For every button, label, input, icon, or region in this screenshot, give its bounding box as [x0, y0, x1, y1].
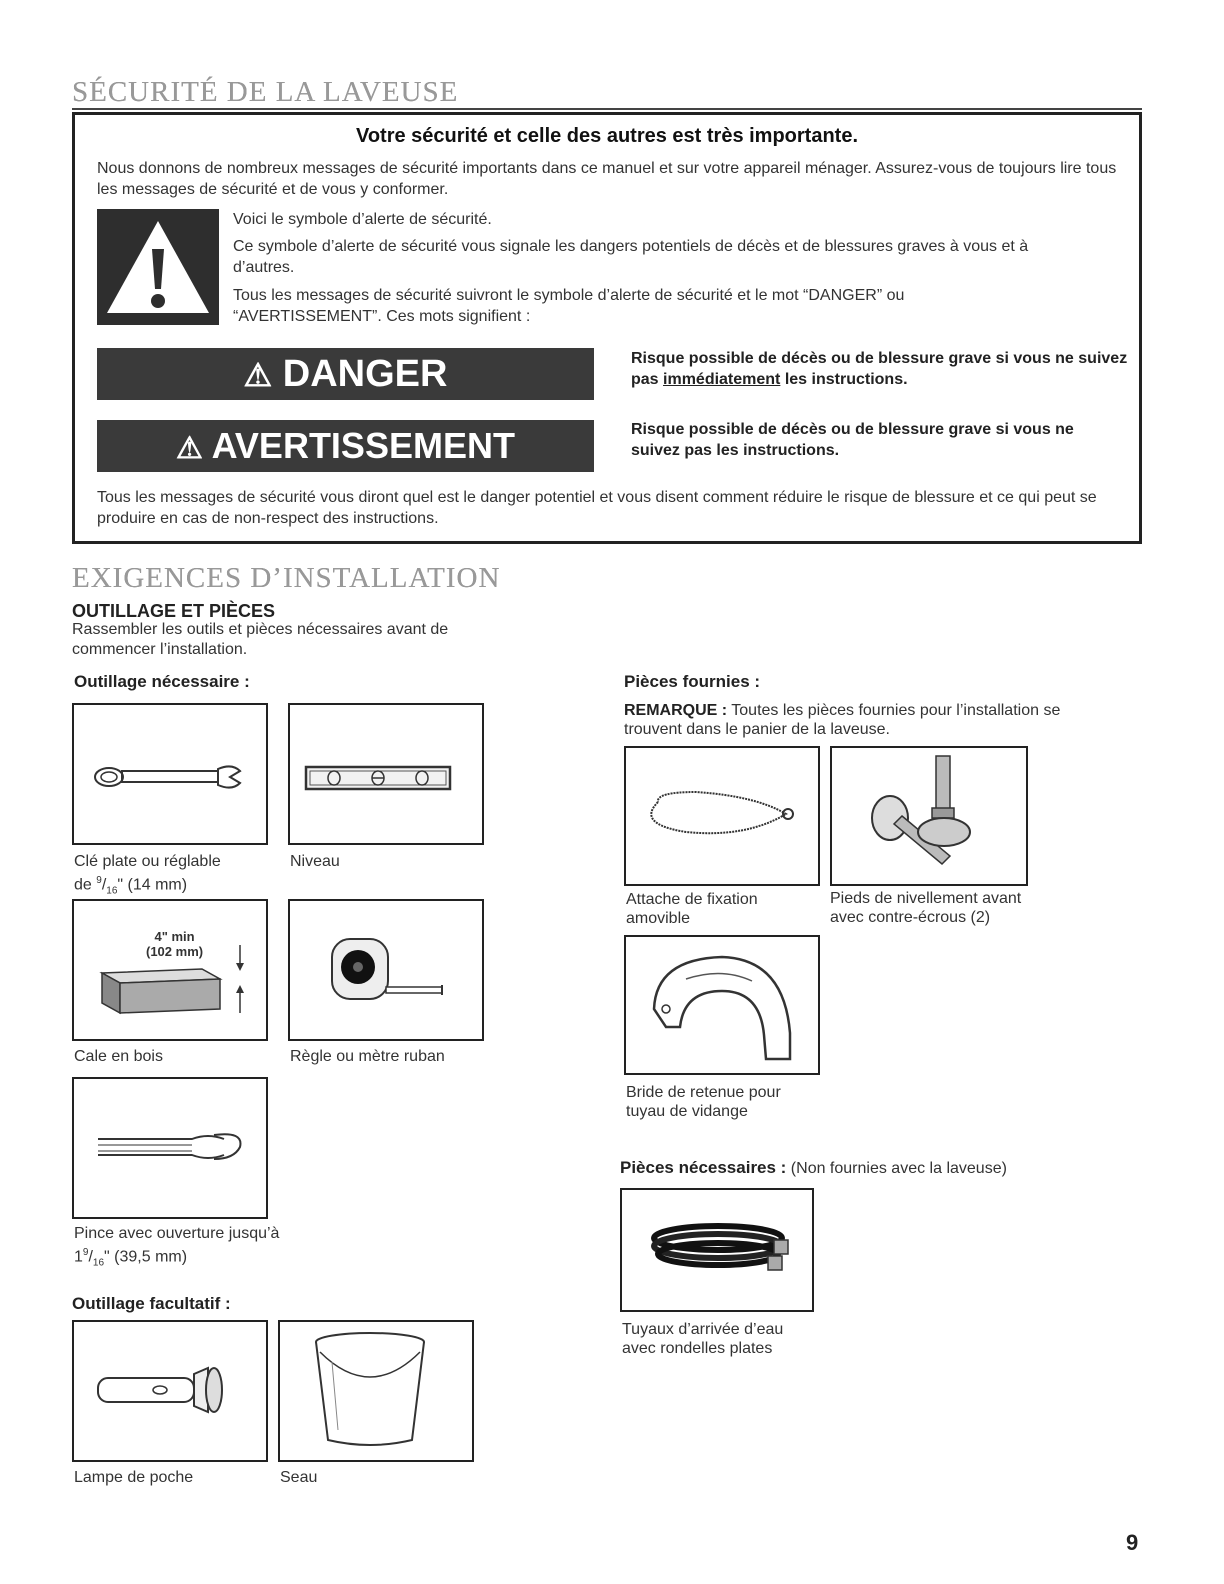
section-title-safety: SÉCURITÉ DE LA LAVEUSE: [72, 76, 459, 108]
drain-clamp-icon: [626, 937, 818, 1073]
safety-box: [72, 112, 1142, 544]
level-icon: [290, 705, 482, 843]
danger-label: DANGER: [282, 353, 448, 395]
tape-caption: Règle ou mètre ruban: [290, 1048, 445, 1065]
section-title-install: EXIGENCES D’INSTALLATION: [72, 562, 501, 594]
tape-frame: [288, 899, 484, 1041]
warning-triangle-icon: ⚠: [176, 432, 203, 465]
pliers-frame: [72, 1077, 268, 1219]
messages-line: Tous les messages de sécurité suivront le symbole d’alerte de sécurité et le mot “DANGER” ou “AVERTISSEMENT”. Ces mots signifient :: [233, 287, 905, 325]
level-caption: Niveau: [290, 853, 340, 870]
safety-alert-icon: [97, 209, 219, 325]
warning-label: AVERTISSEMENT: [211, 425, 515, 466]
hoses-frame: [620, 1188, 814, 1312]
leveling-feet-icon: [832, 748, 1026, 884]
wrench-caption: Clé plate ou réglable de $^9/_{16}$" (14 mm): [74, 853, 221, 897]
install-intro: Rassembler les outils et pièces nécessaires avant de commencer l’installation.: [72, 621, 449, 658]
safety-footer: Tous les messages de sécurité vous diront quel est le danger potentiel et vous disent comment réduire le risque de blessure et ce qui peut se produire en cas de non-respect des instructions.: [97, 489, 1097, 527]
parts-supplied-heading: Pièces fournies :: [624, 672, 761, 691]
wrench-icon: [74, 705, 266, 843]
tie-frame: [624, 746, 820, 886]
parts-needed-line: Pièces nécessaires : (Non fournies avec la laveuse): [620, 1158, 1007, 1177]
hoses-caption: Tuyaux d’arrivée d’eau avec rondelles plates: [622, 1321, 784, 1357]
wood-block-caption: Cale en bois: [74, 1048, 163, 1065]
tape-measure-icon: [290, 901, 482, 1039]
bucket-frame: [278, 1320, 474, 1462]
danger-description: Risque possible de décès ou de blessure grave si vous ne suivez pas immédiatement les instructions.: [631, 350, 1128, 388]
flashlight-caption: Lampe de poche: [74, 1469, 194, 1486]
danger-banner: [97, 348, 594, 400]
safety-intro: Nous donnons de nombreux messages de sécurité importants dans ce manuel et sur votre appareil ménager. Assurez-vous de toujours lire tous les messages de sécurité et de vous y conformer.: [97, 160, 1117, 198]
flashlight-icon: [74, 1322, 266, 1460]
optional-tools-heading: Outillage facultatif :: [72, 1294, 231, 1313]
title-rule: [72, 108, 1142, 110]
warning-triangle-icon: ⚠: [243, 357, 273, 393]
warning-description: Risque possible de décès ou de blessure grave si vous ne suivez pas les instructions.: [631, 421, 1074, 459]
bucket-caption: Seau: [280, 1469, 318, 1486]
clamp-frame: [624, 935, 820, 1075]
feet-frame: [830, 746, 1028, 886]
bucket-icon: [280, 1322, 472, 1460]
warning-banner: [97, 420, 594, 472]
symbol-line: Voici le symbole d’alerte de sécurité.: [233, 211, 492, 228]
pliers-caption: Pince avec ouverture jusqu’à $1^9/_{16}$" (39,5 mm): [74, 1225, 280, 1269]
tie-wrap-icon: [626, 748, 818, 884]
pliers-icon: [74, 1079, 266, 1217]
wood-measure-label: 4" min (102 mm): [146, 929, 204, 959]
clamp-caption: Bride de retenue pour tuyau de vidange: [626, 1084, 781, 1120]
wrench-frame: [72, 703, 268, 845]
page-number: 9: [1126, 1530, 1139, 1555]
safety-headline: Votre sécurité et celle des autres est très importante.: [355, 125, 859, 147]
tie-caption: Attache de fixation amovible: [626, 891, 758, 927]
flashlight-frame: [72, 1320, 268, 1462]
tools-parts-subtitle: OUTILLAGE ET PIÈCES: [72, 601, 276, 621]
feet-caption: Pieds de nivellement avant avec contre-écrous (2): [830, 890, 1022, 926]
level-frame: [288, 703, 484, 845]
tools-required-heading: Outillage nécessaire :: [74, 672, 250, 691]
parts-note: REMARQUE : Toutes les pièces fournies pour l’installation se trouvent dans le panier de la laveuse.: [624, 702, 1061, 738]
wood-block-frame: [72, 899, 268, 1041]
symbol-desc: Ce symbole d’alerte de sécurité vous signale les dangers potentiels de décès et de blessures graves à vous et à d’autres.: [233, 238, 1029, 276]
water-hoses-icon: [622, 1190, 812, 1310]
wood-block-icon: [74, 901, 266, 1039]
